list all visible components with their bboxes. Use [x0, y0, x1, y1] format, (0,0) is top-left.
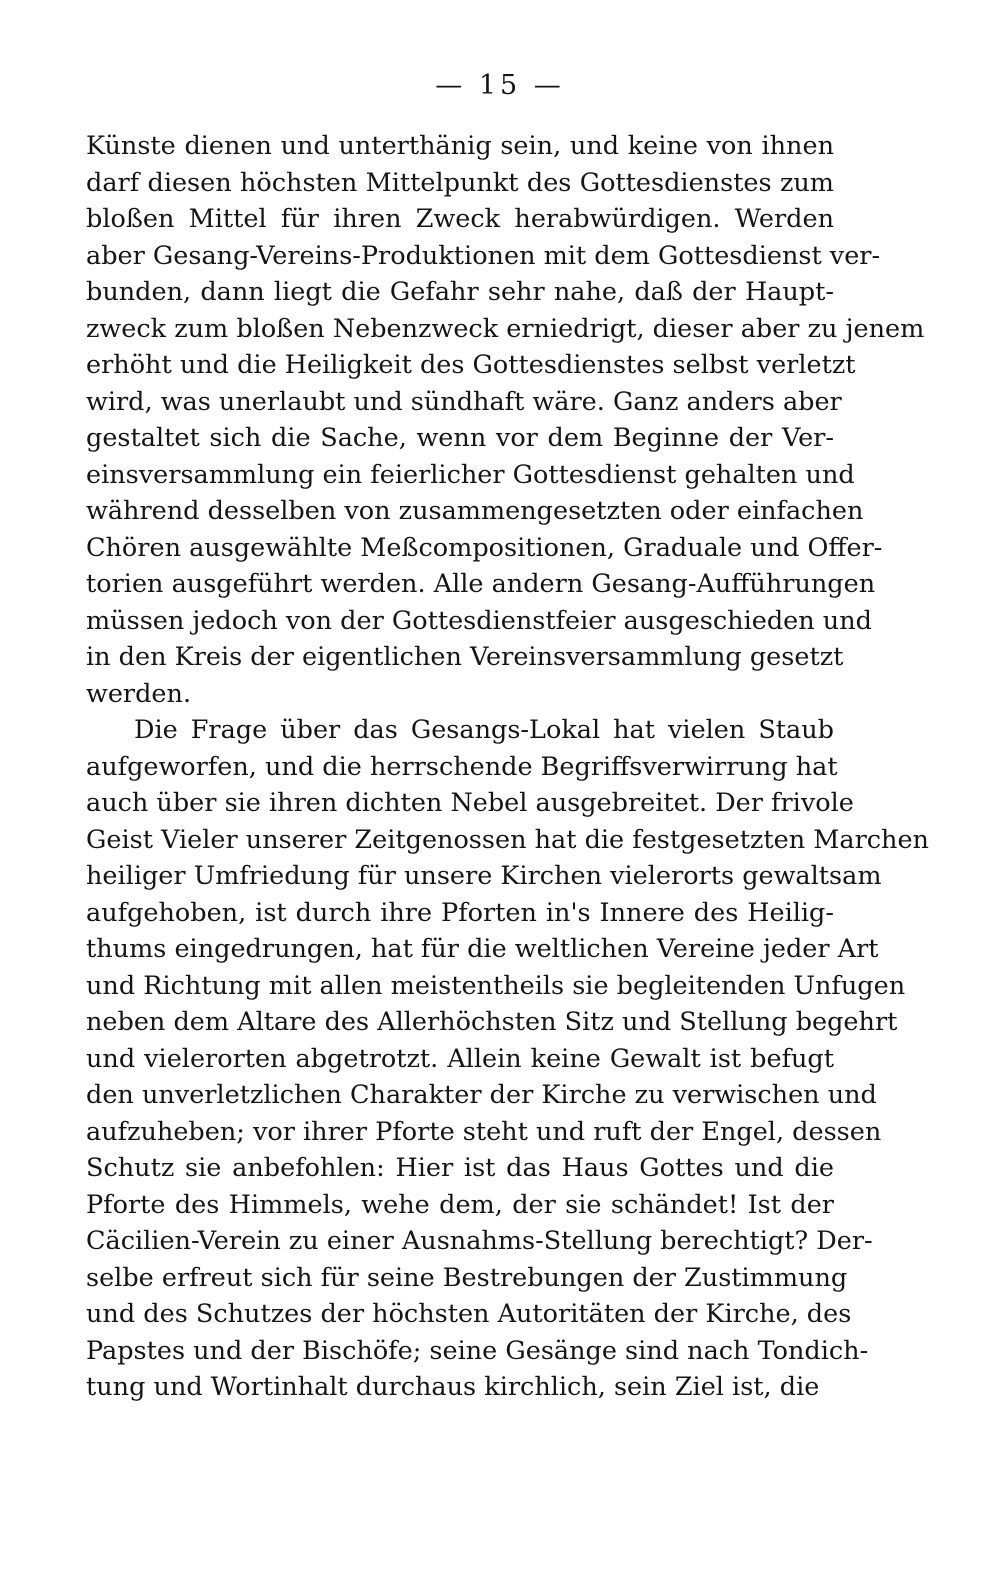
text-line: einsversammlung ein feierlicher Gottesdienst gehalten und — [86, 459, 855, 490]
text-line: erhöht und die Heiligkeit des Gottesdienstes selbst verletzt — [86, 350, 856, 380]
text-line: bunden, dann liegt die Gefahr sehr nahe, daß der Haupt- — [86, 277, 834, 307]
text-line: neben dem Altare des Allerhöchsten Sitz und Stellung begehrt — [86, 1007, 898, 1037]
text-line: darf diesen höchsten Mittelpunkt des Gottesdienstes zum — [86, 167, 834, 198]
text-line: bloßen Mittel für ihren Zweck herabwürdigen. Werden — [86, 204, 834, 234]
text-line: heiliger Umfriedung für unsere Kirchen vielerorts gewaltsam — [86, 861, 882, 891]
text-line: aber Gesang-Vereins-Produktionen mit dem Gottesdienst ver- — [86, 240, 881, 271]
text-line: Cäcilien-Verein zu einer Ausnahms-Stellung berechtigt? Der- — [86, 1226, 873, 1256]
text-line: in den Kreis der eigentlichen Vereinsversammlung gesetzt — [86, 642, 844, 672]
text-line: den unverletzlichen Charakter der Kirche zu verwischen und — [86, 1080, 877, 1110]
text-line: thums eingedrungen, hat für die weltlichen Vereine jeder Art — [86, 934, 879, 964]
text-line: und vielerorten abgetrotzt. Allein keine Gewalt ist befugt — [86, 1043, 834, 1074]
text-line: Die Frage über das Gesangs-Lokal hat vielen Staub — [134, 715, 834, 745]
text-line: Schutz sie anbefohlen: Hier ist das Haus Gottes und die — [86, 1153, 834, 1183]
body-text — [86, 128, 929, 1406]
text-line: während desselben von zusammengesetzten oder einfachen — [86, 496, 864, 526]
text-line: Pforte des Himmels, wehe dem, der sie schändet! Ist der — [86, 1189, 834, 1220]
text-line: Künste dienen und unterthänig sein, und keine von ihnen — [86, 131, 834, 161]
text-line: müssen jedoch von der Gottesdienstfeier ausgeschieden und — [86, 605, 872, 636]
text-line: und des Schutzes der höchsten Autoritäten der Kirche, des — [86, 1299, 852, 1329]
text-line: wird, was unerlaubt und sündhaft wäre. Ganz anders aber — [86, 386, 842, 417]
text-line: zweck zum bloßen Nebenzweck erniedrigt, dieser aber zu jenem — [86, 313, 925, 344]
text-line: Geist Vieler unserer Zeitgenossen hat die festgesetzten Marchen — [86, 824, 929, 855]
text-line: Papstes und der Bischöfe; seine Gesänge sind nach Tondich- — [86, 1335, 869, 1366]
text-line: und Richtung mit allen meistentheils sie begleitenden Unfugen — [86, 970, 906, 1001]
text-line: aufgeworfen, und die herrschende Begriffsverwirrung hat — [86, 751, 838, 782]
paragraph — [86, 712, 929, 1406]
text-line: werden. — [86, 678, 192, 709]
text-line: Chören ausgewählte Meßcompositionen, Graduale und Offer- — [86, 532, 883, 563]
text-line: tung und Wortinhalt durchaus kirchlich, sein Ziel ist, die — [86, 1372, 820, 1402]
page-number: — 15 — — [435, 70, 565, 101]
text-line: aufzuheben; vor ihrer Pforte steht und ruft der Engel, dessen — [86, 1116, 882, 1147]
text-line: selbe erfreut sich für seine Bestrebungen der Zustimmung — [86, 1262, 848, 1293]
text-line: aufgehoben, ist durch ihre Pforten in's Innere des Heilig- — [86, 897, 834, 928]
text-line: gestaltet sich die Sache, wenn vor dem Beginne der Ver- — [86, 423, 834, 453]
paragraph — [86, 128, 925, 712]
text-line: torien ausgeführt werden. Alle andern Gesang-Aufführungen — [86, 569, 876, 599]
text-line: auch über sie ihren dichten Nebel ausgebreitet. Der frivole — [86, 788, 854, 818]
